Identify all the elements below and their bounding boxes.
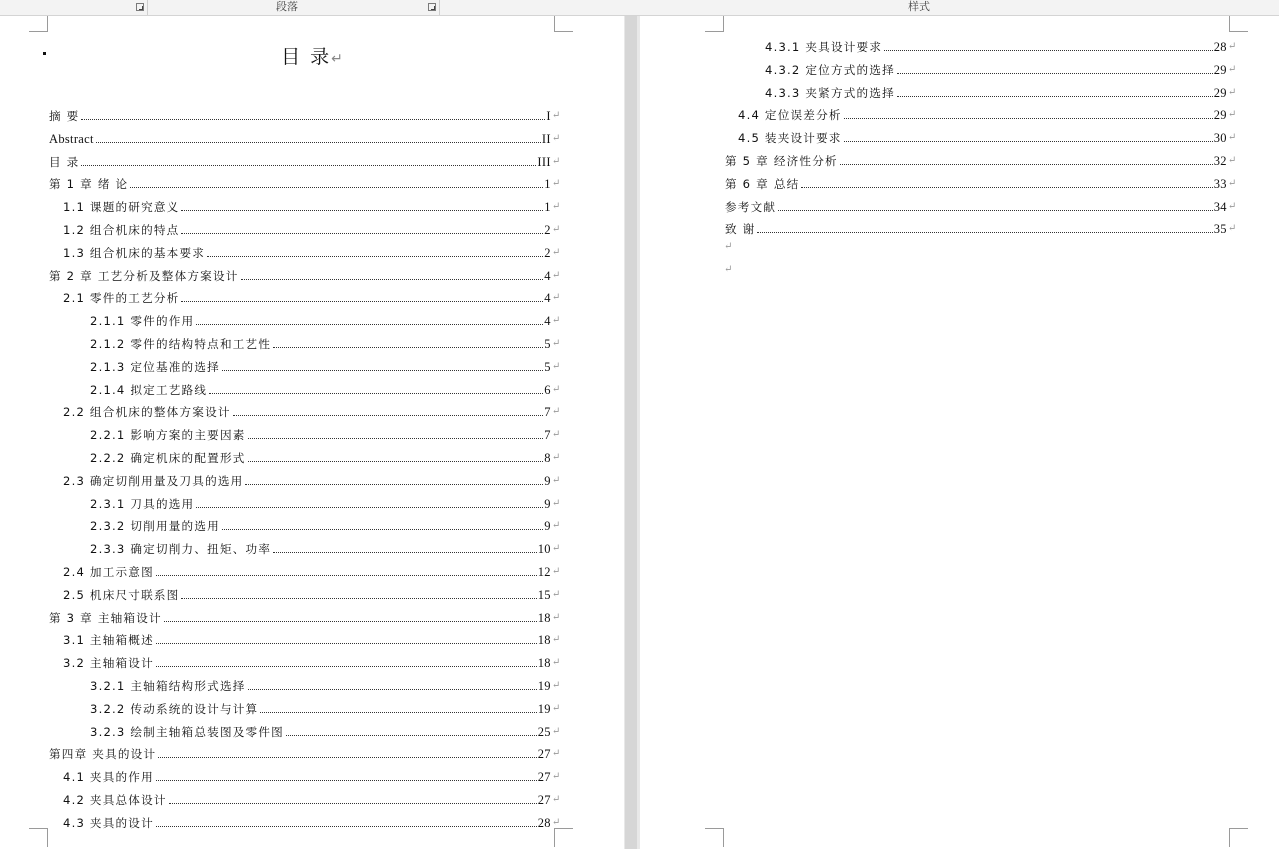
toc-entry[interactable] (765, 34, 1237, 54)
toc-entry-page-number: 34 (1213, 199, 1227, 214)
toc-dot-leader (778, 210, 1213, 211)
toc-dot-leader (181, 301, 543, 302)
toc-entry-label: 2.3.3 确定切削力、扭矩、功率 (90, 542, 272, 557)
toc-entry-page-number: III (537, 154, 551, 169)
toc-entry-page-number: 2 (544, 245, 551, 260)
toc-entry[interactable] (63, 582, 561, 602)
toc-entry[interactable] (725, 148, 1237, 168)
toc-entry-label: 第 2 章 工艺分析及整体方案设计 (49, 268, 239, 283)
toc-entry-page-number: 27 (537, 747, 551, 762)
toc-entry-page-number: 5 (544, 359, 551, 374)
toc-entry[interactable] (765, 80, 1237, 100)
toc-entry-label: 1.2 组合机床的特点 (63, 223, 180, 237)
paragraph-mark-icon: ↵ (551, 383, 561, 395)
toc-entry-label: 4.5 装夹设计要求 (738, 131, 842, 146)
toc-entry-page-number: 32 (1213, 154, 1227, 168)
toc-dot-leader (96, 142, 541, 143)
paragraph-mark-icon: ↵ (1227, 86, 1237, 98)
paragraph-mark-icon: ↵ (551, 566, 561, 577)
toc-entry[interactable] (738, 125, 1237, 145)
toc-entry-page-number: 29 (1213, 108, 1227, 123)
paragraph-mark-icon: ↵ (551, 224, 561, 235)
toc-dot-leader (897, 96, 1213, 97)
toc-dot-leader (248, 461, 544, 462)
paragraph-mark-icon: ↵ (551, 725, 561, 737)
toc-entry-page-number: 15 (537, 587, 551, 602)
paragraph-mark-icon: ↵ (551, 543, 561, 555)
toc-dot-leader (884, 50, 1213, 51)
toc-entry[interactable] (49, 149, 561, 169)
toc-entry[interactable] (90, 513, 561, 533)
toc-entry-label: 3.2 主轴箱设计 (63, 656, 154, 671)
toc-entry[interactable] (90, 719, 561, 739)
toc-entry[interactable] (725, 194, 1237, 214)
toc-entry-label: 4.2 夹具总体设计 (63, 793, 167, 807)
toc-entry-label: 3.2.2 传动系统的设计与计算 (90, 701, 259, 716)
toc-entry[interactable] (63, 217, 561, 237)
toc-entry-page-number: 1 (544, 177, 551, 192)
toc-dot-leader (156, 643, 537, 644)
toc-entry[interactable] (49, 103, 561, 123)
toc-dot-leader (286, 735, 537, 736)
paragraph-mark-icon: ↵ (551, 520, 561, 532)
toc-entry[interactable] (90, 377, 561, 397)
paragraph-mark-icon: ↵ (551, 680, 561, 691)
crop-mark (554, 16, 573, 32)
ribbon-group-labels (0, 0, 1279, 16)
toc-entry-page-number: 7 (544, 405, 551, 420)
paragraph-mark-icon: ↵ (1227, 200, 1237, 212)
crop-mark (1229, 16, 1248, 32)
toc-entry-label: 参考文献 (725, 199, 777, 214)
toc-entry[interactable] (765, 57, 1237, 77)
paragraph-mark-icon: ↵ (551, 315, 561, 327)
toc-entry-label: 第 3 章 主轴箱设计 (49, 610, 162, 625)
paragraph-mark-icon: ↵ (1227, 177, 1237, 189)
toc-entry-label: 3.2.3 绘制主轴箱总装图及零件图 (90, 724, 284, 739)
paragraph-mark-icon: ↵ (551, 816, 561, 828)
toc-dot-leader (81, 119, 545, 120)
toc-entry-label: Abstract (49, 131, 94, 146)
paragraph-mark-icon: ↵ (551, 611, 561, 623)
styles-group-label: 样式 (908, 0, 930, 13)
toc-entry[interactable] (63, 468, 561, 488)
crop-mark (29, 828, 48, 847)
toc-entry[interactable] (49, 605, 561, 625)
toc-entry-label: 目 录 (49, 154, 80, 169)
paragraph-mark-icon: ↵ (551, 292, 561, 304)
toc-dot-leader (156, 780, 537, 781)
crop-mark (554, 828, 573, 847)
toc-entry-page-number: 28 (537, 815, 551, 830)
toc-dot-leader (158, 757, 536, 758)
paragraph-mark-icon: ↵ (551, 360, 561, 372)
font-dialog-launcher-icon[interactable] (136, 3, 144, 11)
toc-dot-leader (207, 256, 543, 257)
toc-entry-page-number: 19 (537, 701, 551, 716)
toc-entry-label: 2.3 确定切削用量及刀具的选用 (63, 473, 244, 488)
toc-entry-page-number: 35 (1213, 222, 1227, 237)
toc-entry-label: 3.1 主轴箱概述 (63, 633, 154, 648)
toc-entry-page-number: II (541, 131, 551, 146)
toc-dot-leader (260, 712, 536, 713)
toc-entry-label: 4.3 夹具的设计 (63, 815, 154, 830)
toc-entry[interactable] (63, 285, 561, 305)
toc-entry[interactable] (63, 627, 561, 647)
paragraph-dialog-launcher-icon[interactable] (428, 3, 436, 11)
toc-dot-leader (181, 233, 543, 234)
toc-entry-label: 4.3.3 夹紧方式的选择 (765, 85, 895, 100)
paragraph-mark-icon: ↵ (551, 201, 561, 213)
toc-dot-leader (233, 415, 544, 416)
paragraph-mark-icon: ↵ (551, 771, 561, 783)
toc-dot-leader (156, 826, 537, 827)
paragraph-mark-icon: ↵ (331, 51, 343, 67)
crop-mark (705, 16, 724, 32)
toc-entry-label: 4.3.1 夹具设计要求 (765, 40, 883, 54)
toc-entry-label: 4.3.2 定位方式的选择 (765, 62, 895, 77)
toc-entry-label: 2.1.1 零件的作用 (90, 314, 195, 329)
toc-entry-label: 摘 要 (49, 109, 80, 123)
toc-entry-label: 第 1 章 绪 论 (49, 177, 129, 192)
vertical-scrollbar[interactable] (625, 16, 637, 849)
paragraph-mark-icon: ↵ (551, 702, 561, 714)
paragraph-mark-icon: ↵ (551, 406, 561, 418)
toc-dot-leader (897, 73, 1213, 74)
toc-entry[interactable] (63, 764, 561, 784)
toc-dot-leader (245, 484, 543, 485)
toc-dot-leader (169, 803, 537, 804)
paragraph-mark-icon: ↵ (1227, 41, 1237, 52)
toc-dot-leader (222, 370, 543, 371)
toc-entry-label: 4.1 夹具的作用 (63, 770, 154, 785)
toc-dot-leader (156, 666, 537, 667)
toc-dot-leader (196, 324, 543, 325)
toc-title (0, 42, 624, 69)
paragraph-mark-icon: ↵ (1227, 132, 1237, 144)
toc-dot-leader (241, 279, 544, 280)
toc-entry[interactable] (90, 331, 561, 351)
toc-entry-page-number: 28 (1213, 40, 1227, 54)
paragraph-mark-icon: ↵ (551, 657, 561, 669)
toc-entry-label: 第 6 章 总结 (725, 176, 800, 191)
paragraph-mark-icon: ↵ (1227, 109, 1237, 121)
paragraph-mark-icon: ↵ (1227, 223, 1237, 235)
paragraph-mark-icon: ↵ (1227, 63, 1237, 75)
document-page-left[interactable] (0, 16, 624, 849)
toc-entry[interactable] (738, 102, 1237, 122)
toc-dot-leader (844, 141, 1213, 142)
toc-entry[interactable] (90, 308, 561, 328)
toc-entry-page-number: 10 (537, 542, 551, 557)
paragraph-group-label: 段落 (276, 0, 298, 13)
toc-entry-page-number: 1 (544, 200, 551, 215)
paragraph-mark-icon: ↵ (551, 110, 561, 121)
toc-entry[interactable] (49, 263, 561, 283)
toc-entry-page-number: I (546, 109, 551, 123)
toc-entry-page-number: 4 (544, 314, 551, 329)
toc-entry-page-number: 27 (537, 793, 551, 807)
toc-dot-leader (196, 507, 543, 508)
crop-mark (1229, 828, 1248, 847)
toc-entry[interactable] (63, 559, 561, 579)
paragraph-mark-icon: ↵ (551, 497, 561, 509)
toc-entry[interactable] (63, 194, 561, 214)
paragraph-mark-icon: ↵ (551, 474, 561, 486)
toc-entry[interactable] (90, 354, 561, 374)
toc-entry-label: 2.3.1 刀具的选用 (90, 496, 195, 511)
toc-entry-page-number: 18 (537, 633, 551, 648)
toc-dot-leader (844, 118, 1213, 119)
toc-entry-page-number: 18 (537, 610, 551, 625)
toc-dot-leader (209, 393, 543, 394)
paragraph-mark-icon: ↵ (551, 246, 561, 258)
toc-entry-label: 2.1 零件的工艺分析 (63, 291, 180, 306)
toc-entry[interactable] (725, 216, 1237, 236)
crop-mark (29, 16, 48, 32)
toc-entry[interactable] (49, 171, 561, 191)
toc-entry-label: 1.3 组合机床的基本要求 (63, 245, 206, 260)
toc-dot-leader (248, 438, 544, 439)
toc-entry-label: 致 谢 (725, 222, 756, 237)
toc-entry-page-number: 7 (544, 428, 551, 443)
toc-entry-page-number: 12 (537, 565, 551, 579)
toc-entry[interactable] (90, 536, 561, 556)
toc-entry-page-number: 19 (537, 679, 551, 693)
paragraph-mark-icon: ↵ (724, 241, 733, 252)
toc-dot-leader (156, 575, 537, 576)
toc-dot-leader (273, 552, 537, 553)
paragraph-mark-icon: ↵ (551, 634, 561, 646)
toc-entry-label: 2.5 机床尺寸联系图 (63, 587, 180, 602)
toc-entry-page-number: 27 (537, 770, 551, 785)
toc-entry-page-number: 4 (544, 291, 551, 306)
toc-entry[interactable] (63, 810, 561, 830)
toc-dot-leader (248, 689, 537, 690)
toc-dot-leader (181, 210, 543, 211)
paragraph-mark-icon: ↵ (1227, 155, 1237, 166)
toc-entry-label: 4.4 定位误差分析 (738, 108, 842, 123)
toc-dot-leader (164, 621, 537, 622)
toc-entry[interactable] (90, 673, 561, 693)
toc-entry[interactable] (63, 787, 561, 807)
toc-entry-page-number: 30 (1213, 131, 1227, 146)
toc-dot-leader (81, 165, 536, 166)
toc-entry-label: 2.1.2 零件的结构特点和工艺性 (90, 337, 272, 351)
paragraph-mark-icon: ↵ (551, 338, 561, 349)
paragraph-mark-icon: ↵ (551, 132, 561, 144)
toc-entry[interactable] (90, 445, 561, 465)
toc-entry-label: 2.1.3 定位基准的选择 (90, 359, 220, 374)
toc-dot-leader (273, 347, 543, 348)
toc-entry-label: 2.1.4 拟定工艺路线 (90, 382, 208, 397)
toc-entry[interactable] (49, 126, 561, 146)
toc-entry-label: 2.2.2 确定机床的配置形式 (90, 451, 246, 465)
toc-entry-label: 第 5 章 经济性分析 (725, 154, 838, 168)
toc-entry[interactable] (725, 171, 1237, 191)
paragraph-mark-icon: ↵ (551, 748, 561, 760)
toc-entry-page-number: 9 (544, 519, 551, 534)
toc-entry-page-number: 9 (544, 496, 551, 511)
toc-dot-leader (222, 529, 543, 530)
toc-entry-page-number: 29 (1213, 62, 1227, 77)
toc-entry-page-number: 9 (544, 473, 551, 488)
toc-entry-page-number: 18 (537, 656, 551, 671)
toc-entry-page-number: 6 (544, 382, 551, 397)
toc-entry-label: 2.2 组合机床的整体方案设计 (63, 405, 231, 420)
toc-entry-label: 3.2.1 主轴箱结构形式选择 (90, 679, 246, 693)
toc-entry-label: 2.3.2 切削用量的选用 (90, 519, 220, 534)
toc-entry-page-number: 33 (1213, 176, 1227, 191)
toc-entry[interactable] (90, 491, 561, 511)
toc-entry-page-number: 8 (544, 451, 551, 465)
toc-entry[interactable] (49, 741, 561, 761)
toc-entry-page-number: 25 (537, 724, 551, 739)
toc-entry-label: 2.2.1 影响方案的主要因素 (90, 428, 246, 443)
toc-dot-leader (130, 187, 543, 188)
paragraph-mark-icon: ↵ (724, 264, 733, 275)
paragraph-mark-icon: ↵ (551, 269, 561, 281)
toc-entry-label: 1.1 课题的研究意义 (63, 200, 180, 215)
paragraph-mark-icon: ↵ (551, 178, 561, 190)
toc-dot-leader (840, 164, 1213, 165)
paragraph-mark-icon: ↵ (551, 452, 561, 463)
toc-entry-label: 2.4 加工示意图 (63, 565, 154, 579)
paragraph-mark-icon: ↵ (551, 429, 561, 441)
toc-dot-leader (757, 232, 1212, 233)
toc-entry[interactable] (63, 650, 561, 670)
toc-entry-page-number: 4 (544, 268, 551, 283)
toc-entry[interactable] (63, 240, 561, 260)
page-gutter (624, 16, 640, 849)
toc-entry-page-number: 5 (544, 337, 551, 351)
paragraph-mark-icon: ↵ (551, 588, 561, 600)
paragraph-mark-icon: ↵ (551, 155, 561, 167)
toc-entry[interactable] (90, 422, 561, 442)
crop-mark (705, 828, 724, 847)
toc-entry[interactable] (63, 399, 561, 419)
paragraph-mark-icon: ↵ (551, 794, 561, 805)
toc-entry-page-number: 2 (544, 223, 551, 237)
toc-entry-label: 第四章 夹具的设计 (49, 747, 157, 762)
document-page-right[interactable] (640, 16, 1279, 849)
toc-title-text: 目 录 (281, 46, 332, 68)
toc-entry-page-number: 29 (1213, 85, 1227, 100)
toc-entry[interactable] (90, 696, 561, 716)
toc-dot-leader (181, 598, 536, 599)
toc-dot-leader (801, 187, 1212, 188)
